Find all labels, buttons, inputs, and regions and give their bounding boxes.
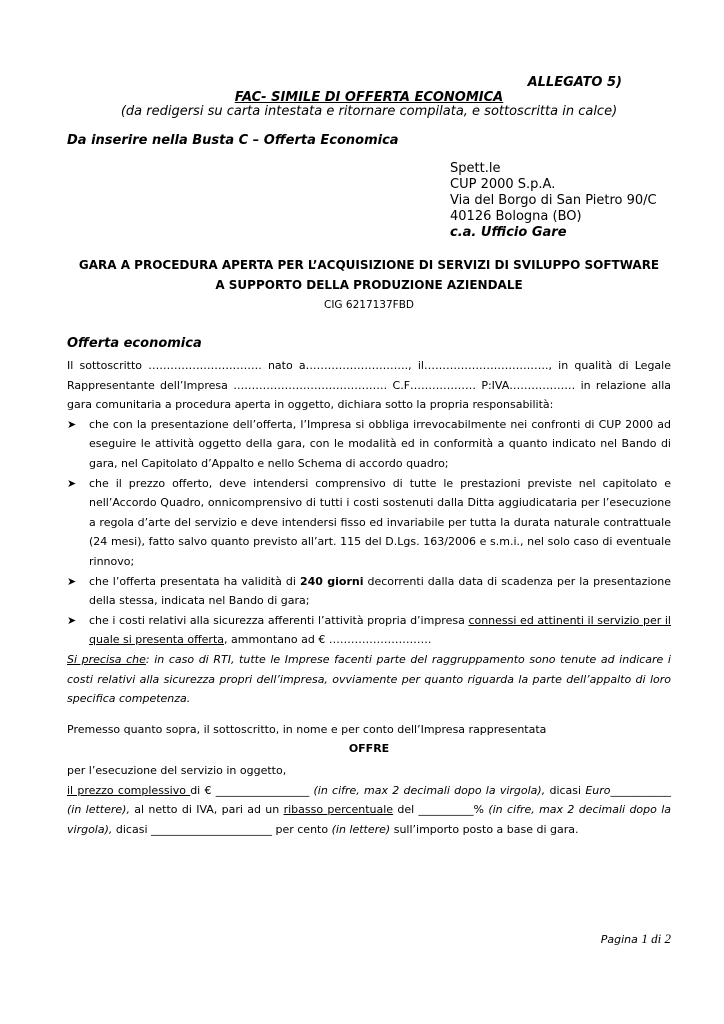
gara-heading — [0, 255, 724, 295]
offre-heading: OFFRE — [348, 742, 390, 755]
allegato-label: ALLEGATO 5) — [527, 75, 622, 90]
section-heading: Offerta economica — [67, 336, 202, 351]
price-paragraph — [67, 781, 671, 840]
offer-fields — [67, 761, 671, 839]
document-title: FAC- SIMILE DI OFFERTA ECONOMICA — [234, 90, 504, 105]
busta-note: Da inserire nella Busta C – Offerta Economica — [67, 133, 399, 148]
lettere-note: (in lettere) — [331, 822, 391, 836]
page-number — [601, 931, 671, 947]
pagina-label: Pagina — [600, 933, 642, 946]
lettere-note: (in lettere), — [67, 803, 130, 817]
bullet-text: che l’offerta presentata ha validità di — [89, 574, 300, 588]
cifre-note: (in cifre, max 2 decimali dopo la virgola), — [313, 783, 546, 797]
address-line: CUP 2000 S.p.A. — [450, 177, 556, 192]
bullet-text: , ammontano ad € ………………………. — [224, 633, 432, 647]
precisa-note — [67, 650, 671, 709]
premesso-line: Premesso quanto sopra, il sottoscritto, in nome e per conto dell’Impresa rappresentata — [67, 723, 547, 736]
precisa-label: Si precisa che — [67, 652, 146, 666]
arrow-bullet-icon: ➤ — [67, 574, 77, 588]
validity-days: 240 giorni — [299, 574, 364, 588]
bullet-item — [67, 611, 671, 650]
prezzo-field: di € _________________ — [190, 783, 314, 797]
euro-field: Euro___________ — [585, 783, 672, 797]
gara-heading-line: GARA A PROCEDURA APERTA PER L’ACQUISIZIONE DI SERVIZI DI SVILUPPO SOFTWARE — [78, 258, 660, 272]
address-attention: c.a. Ufficio Gare — [450, 225, 567, 240]
bullet-text: decorrenti dalla data di scadenza per la presentazione della stessa, indicata nel Bando di gara; — [89, 574, 671, 608]
bullet-item — [67, 572, 671, 611]
dicasi-field: dicasi ______________________ per cento — [112, 822, 332, 836]
importo-text: sull’importo posto a base di gara. — [390, 822, 579, 836]
ribasso-field: del __________% — [393, 803, 489, 817]
bullet-text: che con la presentazione dell’offerta, l’Impresa si obbliga irrevocabilmente nei confronti di CUP 2000 ad eseguire le attività oggetto della gara, con le modalità ed in conformità a quanto indicato nel Bando di gara, nel Capitolato d’Appalto e nello Schema di accordo quadro; — [89, 417, 671, 470]
gara-heading-line: A SUPPORTO DELLA PRODUZIONE AZIENDALE — [215, 278, 523, 292]
document-subtitle: (da redigersi su carta intestata e ritornare compilata, e sottoscritta in calce) — [120, 104, 618, 119]
address-line: 40126 Bologna (BO) — [450, 209, 582, 224]
bullet-underlined-text: connessi ed attinenti il servizio per il quale si presenta offerta — [89, 613, 671, 647]
current-page: 1 — [641, 931, 648, 946]
offer-body — [67, 356, 671, 709]
arrow-bullet-icon: ➤ — [67, 476, 77, 490]
cig-code: CIG 6217137FBD — [324, 299, 414, 311]
esecuzione-line: per l’esecuzione del servizio in oggetto, — [67, 764, 287, 777]
ribasso-label: ribasso percentuale — [283, 803, 394, 817]
bullet-item — [67, 474, 671, 572]
prezzo-label: il prezzo complessivo — [67, 783, 191, 797]
bullet-text: che i costi relativi alla sicurezza afferenti l’attività propria d’impresa — [89, 613, 469, 627]
arrow-bullet-icon: ➤ — [67, 417, 77, 431]
address-line: Spett.le — [450, 161, 501, 176]
recipient-address — [450, 161, 657, 241]
dicasi-text: dicasi — [545, 783, 582, 797]
address-line: Via del Borgo di San Pietro 90/C — [450, 193, 657, 208]
bullet-text: che il prezzo offerto, deve intendersi comprensivo di tutte le prestazioni previste nel capitolato e nell’Accordo Quadro, onnicomprensivo di tutti i costi sostenuti dalla Ditta aggiudicataria per l’esecuzione a regola d’arte del servizio e deve intendersi fisso ed invariabile per tutta la durata naturale contrattuale (24 mesi), fatto salvo quanto previsto all’art. 115 del D.Lgs. 163/2006 e s.m.i., nel solo caso di eventuale rinnovo; — [89, 476, 671, 568]
bullet-item — [67, 415, 671, 474]
arrow-bullet-icon: ➤ — [67, 613, 77, 627]
di-label: di — [647, 931, 665, 946]
cifre-note: (in cifre, max 2 decimali dopo la virgola), — [67, 803, 671, 836]
netto-text: al netto di IVA, pari ad un — [129, 803, 284, 817]
total-pages: 2 — [664, 931, 671, 946]
precisa-text: : in caso di RTI, tutte le Imprese facenti parte del raggruppamento sono tenute ad indicare i costi relativi alla sicurezza propri dell’impresa, ovviamente per quanto riguarda la parte dell’appalto di loro specifica competenza. — [67, 652, 671, 706]
intro-paragraph: Il sottoscritto …………………………. nato a………………………., il……………………………., in qualità di Legale Rappresentante dell’Impresa …………………………………… C.F……………… P:IVA……………… in relazione alla gara comunitaria a procedura aperta in oggetto, dichiara sotto la propria responsabilità: — [67, 359, 671, 412]
